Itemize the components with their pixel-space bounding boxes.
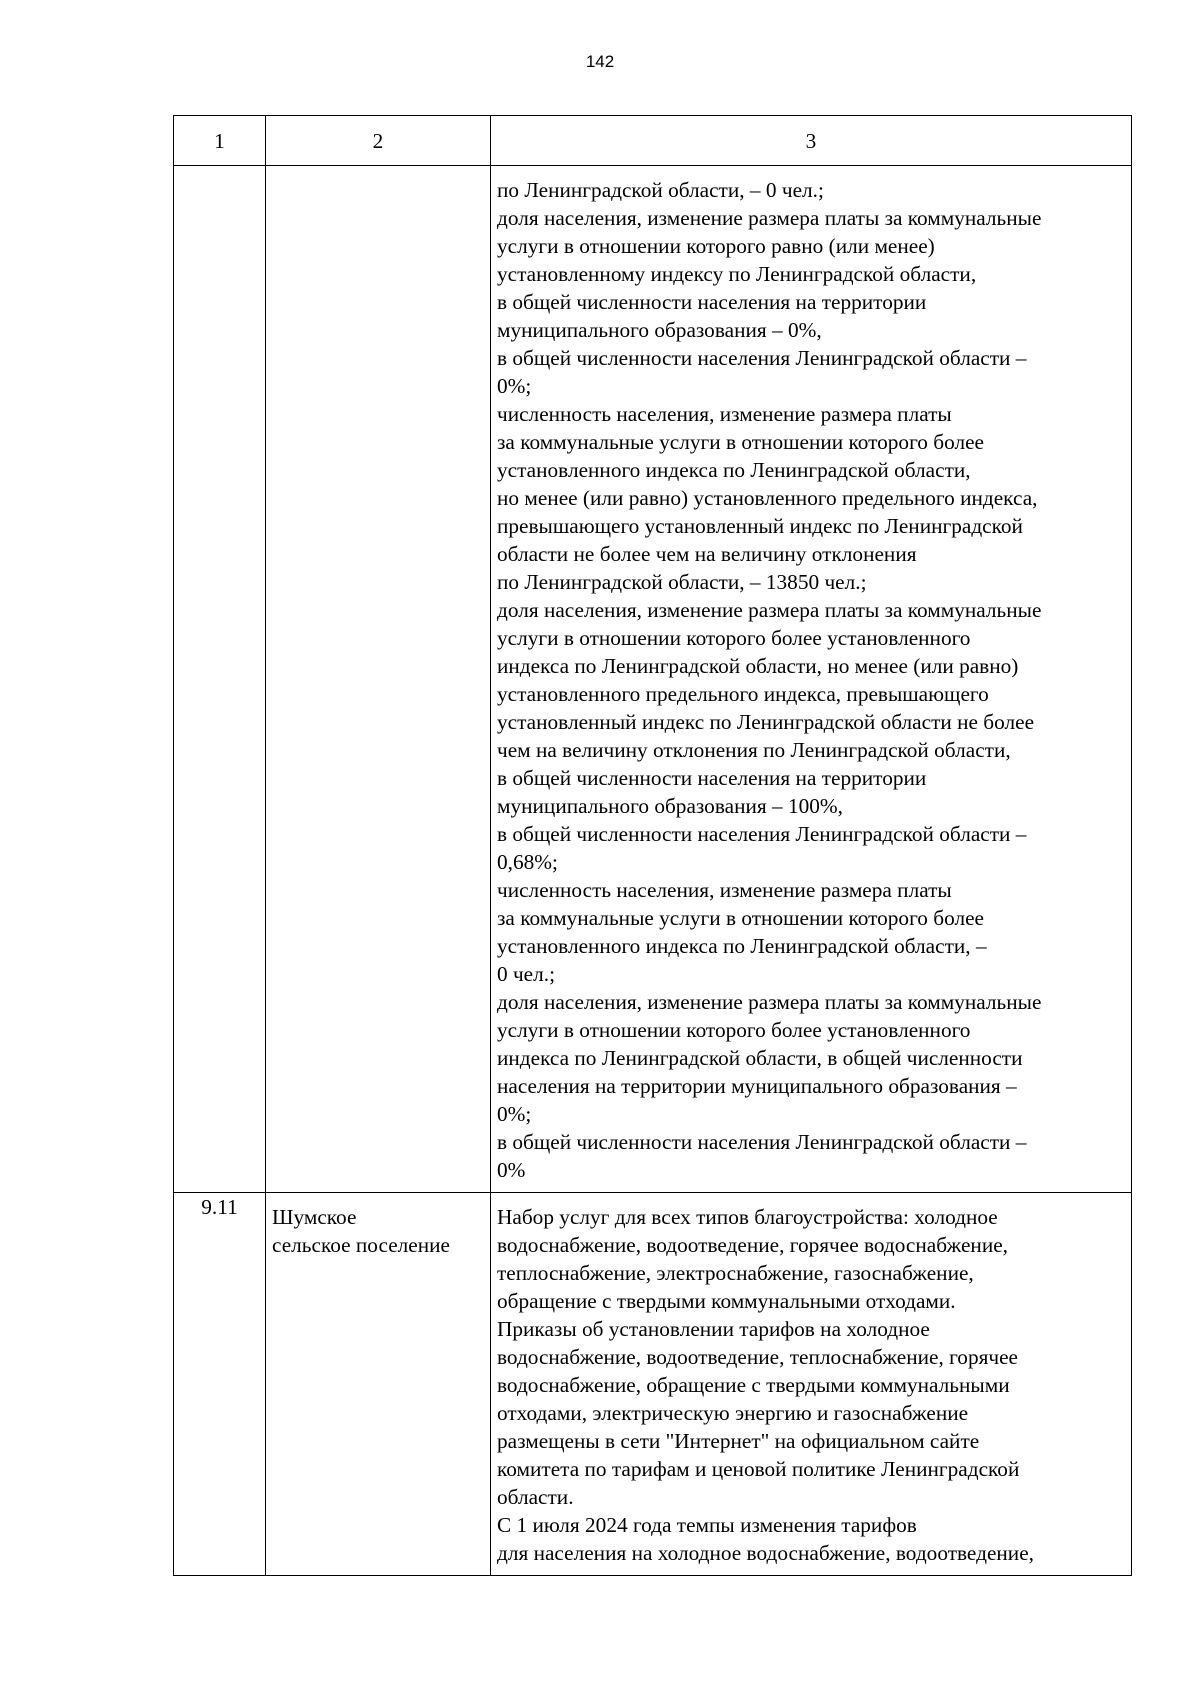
row-name-lines [266,1193,490,1267]
text-line: в общей численности населения на территории [497,290,927,314]
text-line: установленного предельного индекса, превышающего [497,682,989,706]
text-line: по Ленинградской области, – 0 чел.; [497,178,824,202]
text-line: обращение с твердыми коммунальными отходами. [497,1289,956,1313]
text-line: услуги в отношении которого равно (или менее) [497,234,935,258]
text-line: услуги в отношении которого более установленного [497,626,971,650]
text-line: населения на территории муниципального образования – [497,1074,1017,1098]
text-line: для населения на холодное водоснабжение, водоотведение, [497,1541,1034,1565]
text-line: доля населения, изменение размера платы за коммунальные [497,990,1042,1014]
row-text-lines [491,166,1131,1192]
page-number: 142 [585,52,615,71]
text-line: водоснабжение, водоотведение, горячее водоснабжение, [497,1233,1008,1257]
text-line: муниципального образования – 100%, [497,794,843,818]
text-line: за коммунальные услуги в отношении которого более [497,430,984,454]
text-line: Шумское [272,1205,357,1229]
text-line: Приказы об установлении тарифов на холодное [497,1317,930,1341]
text-line: за коммунальные услуги в отношении которого более [497,906,984,930]
text-line: индекса по Ленинградской области, в общей численности [497,1046,1023,1070]
text-line: доля населения, изменение размера платы за коммунальные [497,598,1042,622]
text-line: комитета по тарифам и ценовой политике Ленинградской [497,1457,1020,1481]
text-line: численность населения, изменение размера платы [497,402,952,426]
text-line: теплоснабжение, электроснабжение, газоснабжение, [497,1261,974,1285]
text-line: но менее (или равно) установленного предельного индекса, [497,486,1038,510]
text-line: С 1 июля 2024 года темпы изменения тарифов [497,1513,917,1537]
text-line: численность населения, изменение размера платы [497,878,952,902]
text-line: по Ленинградской области, – 13850 чел.; [497,570,867,594]
text-line: водоснабжение, водоотведение, теплоснабжение, горячее [497,1345,1019,1369]
table-header-row [174,116,1132,166]
column-header-3: 3 [491,116,1132,166]
text-line: размещены в сети "Интернет" на официальном сайте [497,1429,980,1453]
text-line: в общей численности населения Ленинградской области – [497,346,1027,370]
text-line: области не более чем на величину отклонения [497,542,917,566]
row-number: 9.11 [201,1195,238,1219]
row-text-cell [491,1193,1132,1576]
text-line: в общей численности населения Ленинградской области – [497,822,1027,846]
table-row [174,1193,1132,1576]
row-number-cell [174,166,266,1193]
text-line: установленного индекса по Ленинградской области, – [497,934,987,958]
text-line: отходами, электрическую энергию и газоснабжение [497,1401,969,1425]
table-row [174,166,1132,1193]
text-line: установленного индекса по Ленинградской области, [497,458,971,482]
text-line: установленному индексу по Ленинградской области, [497,262,977,286]
row-name-cell [266,166,491,1193]
row-name-lines [266,166,490,184]
text-line: установленный индекс по Ленинградской области не более [497,710,1035,734]
text-line: в общей численности населения Ленинградской области – [497,1130,1027,1154]
text-line: области. [497,1485,574,1509]
data-table [173,115,1132,1576]
text-line: 0%; [497,374,532,398]
text-line: 0% [497,1158,526,1182]
row-text-cell [491,166,1132,1193]
text-line: муниципального образования – 0%, [497,318,822,342]
text-line: услуги в отношении которого более установленного [497,1018,971,1042]
text-line: превышающего установленный индекс по Ленинградской [497,514,1023,538]
text-line: 0%; [497,1102,532,1126]
text-line: водоснабжение, обращение с твердыми коммунальными [497,1373,1010,1397]
row-name-cell [266,1193,491,1576]
text-line: 0,68%; [497,850,558,874]
text-line: Набор услуг для всех типов благоустройства: холодное [497,1205,998,1229]
text-line: в общей численности населения на территории [497,766,927,790]
row-number-cell [174,1193,266,1576]
text-line: 0 чел.; [497,962,556,986]
text-line: индекса по Ленинградской области, но менее (или равно) [497,654,1019,678]
row-text-lines [491,1193,1131,1575]
text-line: чем на величину отклонения по Ленинградской области, [497,738,1011,762]
column-header-1: 1 [174,116,266,166]
column-header-2: 2 [266,116,491,166]
text-line: доля населения, изменение размера платы за коммунальные [497,206,1042,230]
text-line: сельское поселение [272,1233,450,1257]
